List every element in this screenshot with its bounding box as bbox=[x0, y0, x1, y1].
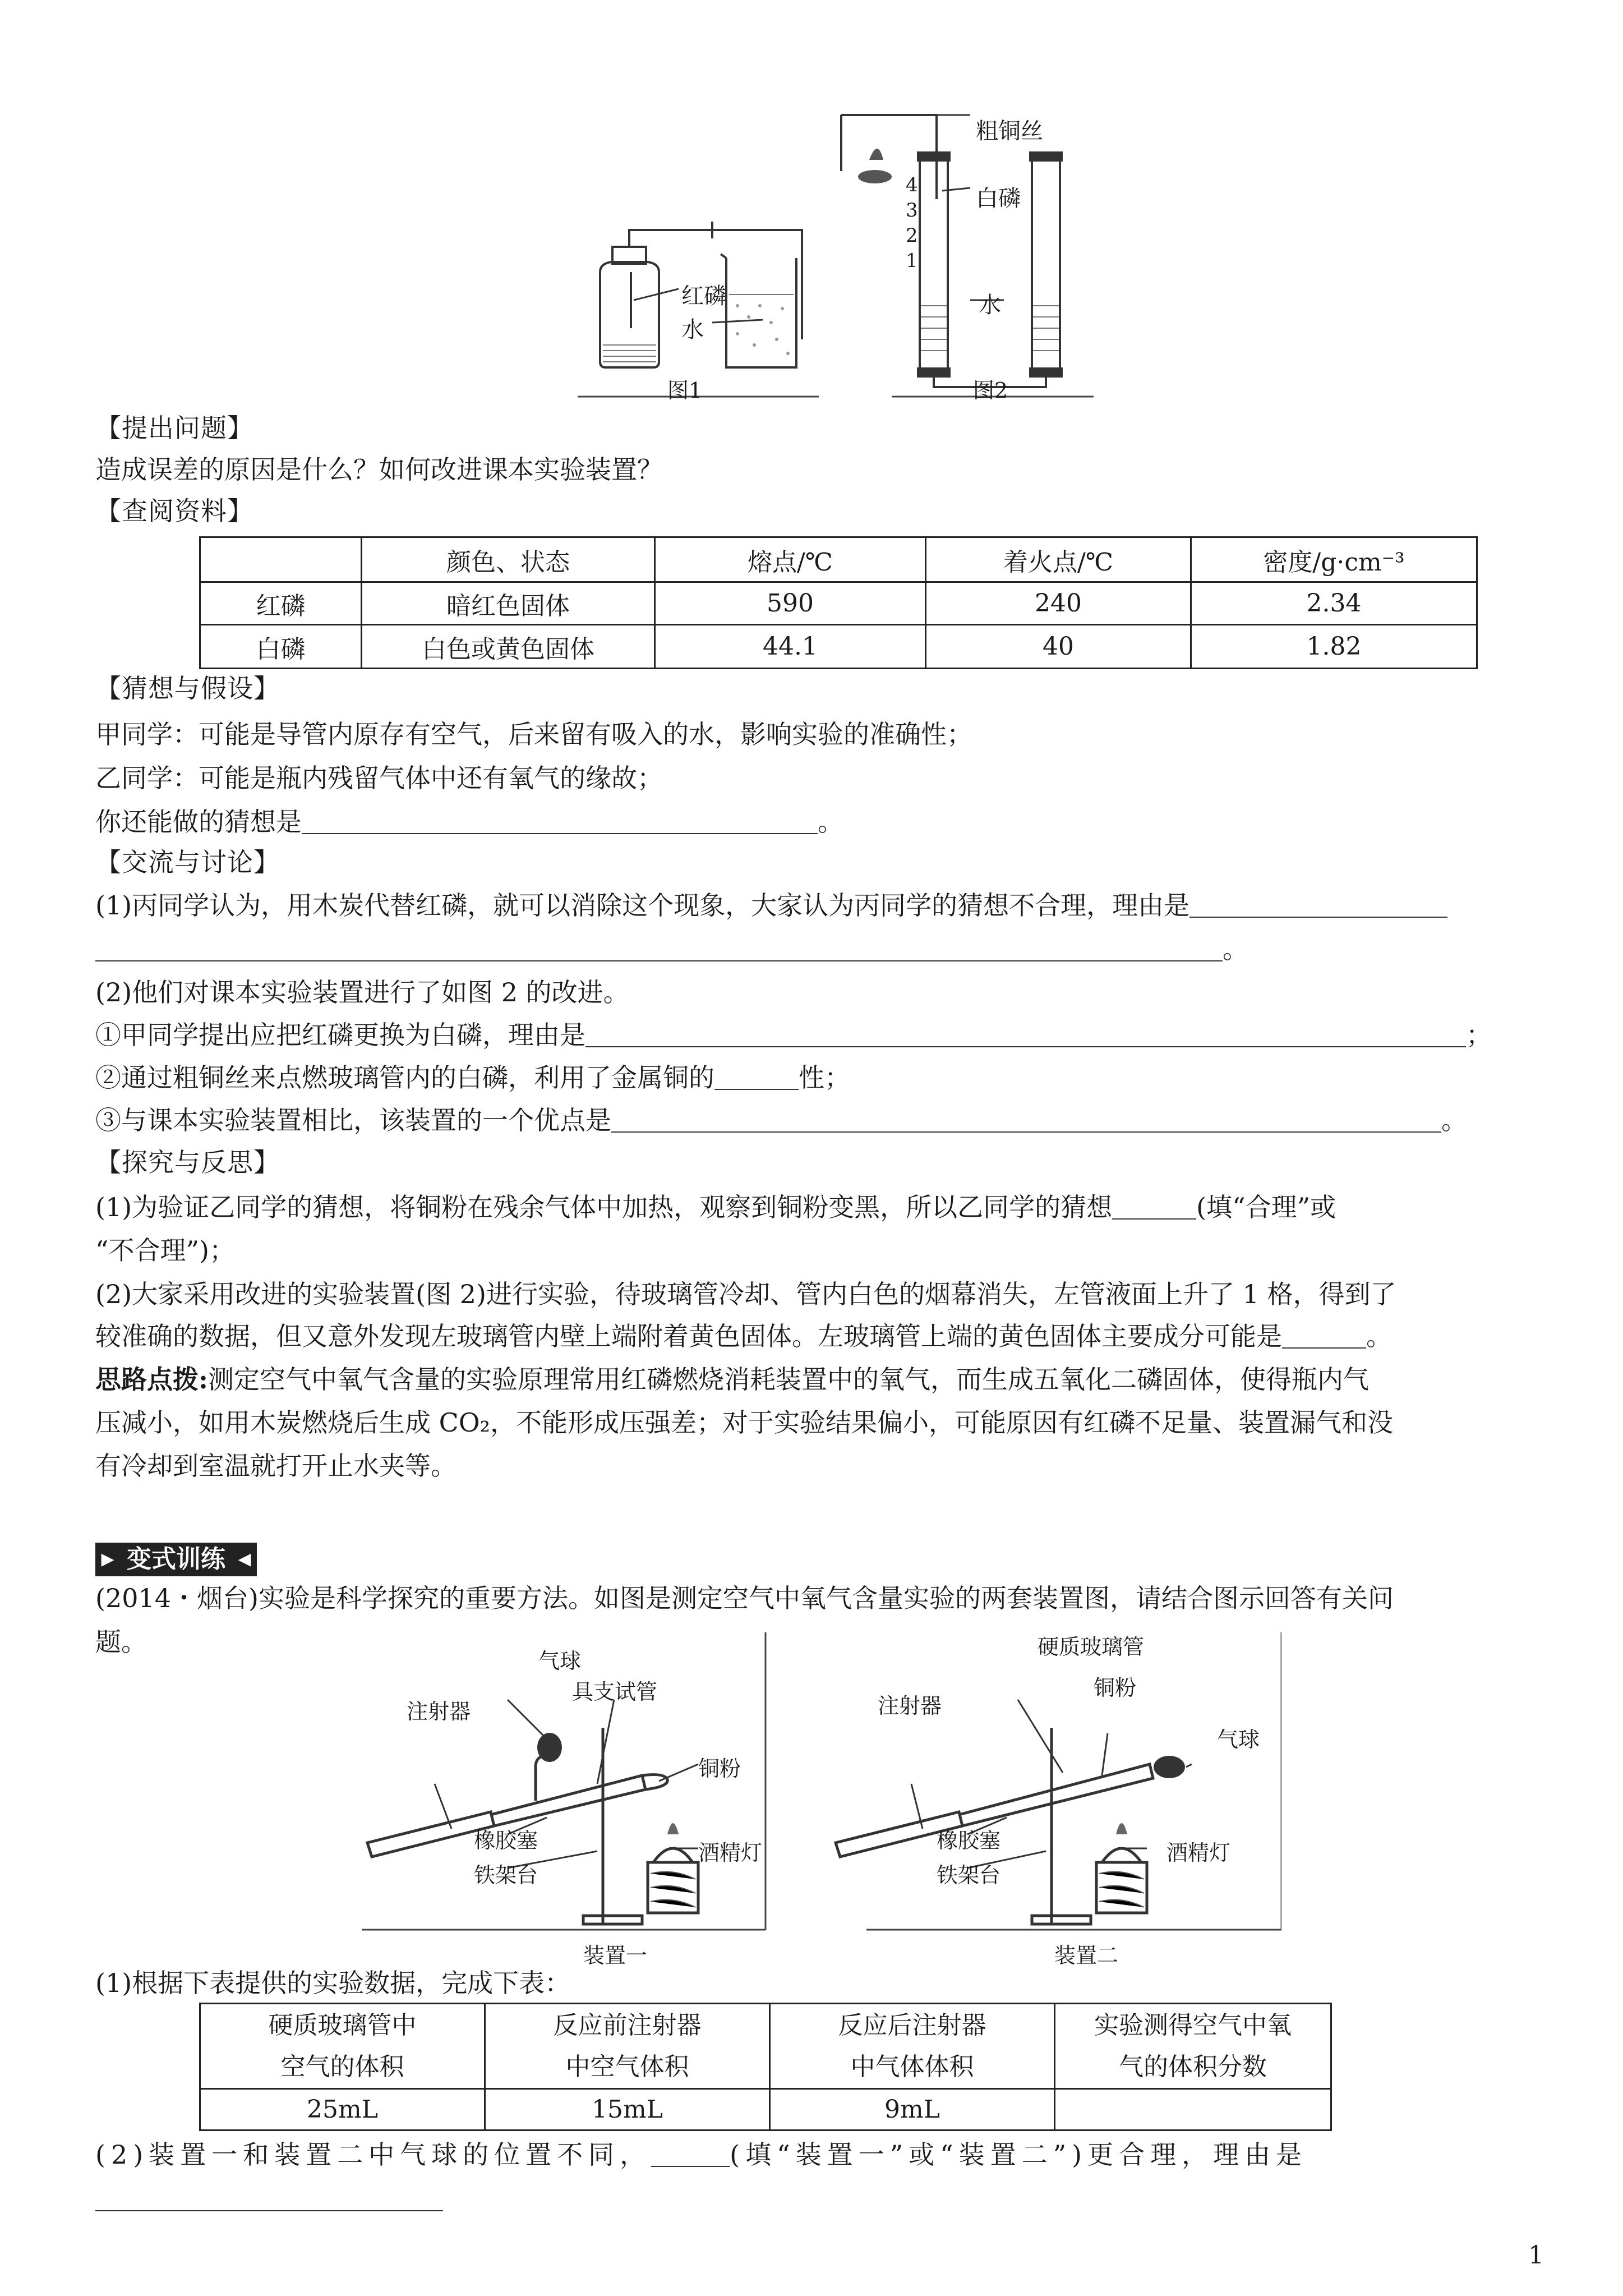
discussion-q2: (2)他们对课本实验装置进行了如图 2 的改进。 bbox=[95, 977, 629, 1007]
reflection-q1-text: (1)为验证乙同学的猜想，将铜粉在残余气体中加热，观察到铜粉变黑，所以乙同学的猜想 bbox=[95, 1192, 1113, 1222]
table-header-cell: 熔点/℃ bbox=[655, 537, 926, 582]
fig2-scale-1: 1 bbox=[906, 250, 918, 272]
dev1-label-lamp: 酒精灯 bbox=[698, 1841, 763, 1865]
table-header-cell bbox=[200, 537, 362, 582]
dev2-label-copper: 铜粉 bbox=[1094, 1676, 1137, 1700]
hypothesis-yi: 乙同学：可能是瓶内残留气体中还有氧气的缘故； bbox=[95, 763, 663, 793]
tag-left-arrow-icon: ▶ bbox=[95, 1543, 120, 1576]
fig2-scale-4: 4 bbox=[906, 174, 918, 196]
discussion-q1 bbox=[95, 888, 1539, 923]
table-cell: 15mL bbox=[485, 2089, 770, 2131]
fig2-caption: 图2 bbox=[973, 378, 1008, 403]
dev1-label-tube: 具支试管 bbox=[572, 1680, 658, 1704]
table-header-cell: 颜色、状态 bbox=[362, 537, 655, 582]
dev2-label-tube: 硬质玻璃管 bbox=[1038, 1635, 1145, 1659]
dev1-label-stopper: 橡胶塞 bbox=[474, 1828, 538, 1853]
table-cell: 白磷 bbox=[200, 625, 362, 669]
answer-blank-r2[interactable] bbox=[1282, 1323, 1366, 1349]
discussion-q2-1-end: ； bbox=[1466, 1020, 1492, 1050]
dev1-label-copper: 铜粉 bbox=[698, 1756, 741, 1781]
reflection-q2: (2)大家采用改进的实验装置(图 2)进行实验，待玻璃管冷却、管内白色的烟幕消失，左管液面上升了 1 格，得到了 bbox=[95, 1279, 1396, 1309]
section-title-hypothesis: 【猜想与假设】 bbox=[95, 673, 280, 703]
fig1-label-water: 水 bbox=[681, 317, 704, 343]
variant-line-1: (2014・烟台)实验是科学探究的重要方法。如图是测定空气中氧气含量实验的两套装置图，请结合图示回答有关问 bbox=[95, 1583, 1394, 1613]
table-header-cell bbox=[770, 2004, 1055, 2089]
reflection-q2-end: 。 bbox=[1366, 1321, 1392, 1351]
hint-text-1: 测定空气中氧气含量的实验原理常用红磷燃烧消耗装置中的氧气，而生成五氧化二磷固体，使得瓶内气 bbox=[208, 1364, 1369, 1395]
question-text: 造成误差的原因是什么？如何改进课本实验装置？ bbox=[95, 454, 663, 485]
table-cell: 44.1 bbox=[655, 625, 926, 669]
figure-1-2 bbox=[578, 104, 1150, 409]
table-header-cell bbox=[1055, 2004, 1331, 2089]
reflection-q2-cont bbox=[95, 1319, 1539, 1354]
hint-line-2: 压减小，如用木炭燃烧后生成 CO₂，不能形成压强差；对于实验结果偏小，可能原因有红磷不足量、装置漏气和没 bbox=[95, 1407, 1393, 1438]
discussion-q1-cont bbox=[95, 932, 1539, 967]
discussion-q2-1-text: ①甲同学提出应把红磷更换为白磷，理由是 bbox=[95, 1020, 585, 1050]
hint-line-1 bbox=[95, 1362, 1539, 1397]
reflection-q1 bbox=[95, 1190, 1539, 1225]
dev2-label-stopper: 橡胶塞 bbox=[937, 1828, 1001, 1853]
answer-blank-q2-reason[interactable] bbox=[95, 2210, 443, 2211]
fig2-label-copper-wire: 粗铜丝 bbox=[976, 118, 1043, 144]
data-table bbox=[199, 2003, 1332, 2131]
variant-training-tag bbox=[95, 1543, 257, 1576]
table-header-cell bbox=[485, 2004, 770, 2089]
figure-devices bbox=[362, 1632, 1281, 1947]
hypothesis-jia: 甲同学：可能是导管内原存有空气，后来留有吸入的水，影响实验的准确性； bbox=[95, 719, 972, 749]
table-header-row bbox=[200, 2004, 1331, 2089]
table-cell: 白色或黄色固体 bbox=[362, 625, 655, 669]
variant-line-2: 题。 bbox=[95, 1627, 147, 1657]
fig2-scale-2: 2 bbox=[906, 224, 918, 247]
reflection-q1-choice: (填“合理”或 bbox=[1196, 1192, 1336, 1222]
discussion-q2-3-text: ③与课本实验装置相比，该装置的一个优点是 bbox=[95, 1105, 611, 1135]
dev2-label-syringe: 注射器 bbox=[878, 1694, 942, 1718]
dev2-label-lamp: 酒精灯 bbox=[1166, 1841, 1231, 1865]
discussion-q2-1 bbox=[95, 1018, 1539, 1052]
reflection-q2-text: 较准确的数据，但又意外发现左玻璃管内壁上端附着黄色固体。左玻璃管上端的黄色固体主要成分可能是 bbox=[95, 1321, 1282, 1351]
dev1-caption: 装置一 bbox=[583, 1943, 648, 1968]
fig2-scale-3: 3 bbox=[906, 199, 918, 222]
table-header-cell: 着火点/℃ bbox=[926, 537, 1191, 582]
hint-label: 思路点拨: bbox=[95, 1364, 208, 1395]
answer-blank-hypothesis[interactable] bbox=[302, 808, 818, 834]
header-line: 反应后注射器 bbox=[838, 2010, 986, 2040]
table-cell: 暗红色固体 bbox=[362, 582, 655, 625]
hypothesis-own-text: 你还能做的猜想是 bbox=[95, 807, 302, 837]
answer-blank-q2-2[interactable] bbox=[714, 1064, 799, 1090]
dev2-label-stand: 铁架台 bbox=[937, 1863, 1001, 1888]
hint-line-3: 有冷却到室温就打开止水夹等。 bbox=[95, 1451, 457, 1481]
fig2-label-white-phosphorus: 白磷 bbox=[976, 186, 1021, 211]
table-cell: 9mL bbox=[770, 2089, 1055, 2131]
table-header-cell bbox=[200, 2004, 485, 2089]
table-cell: 1.82 bbox=[1191, 625, 1477, 669]
answer-blank-q1a[interactable] bbox=[1189, 892, 1447, 918]
section-title-materials: 【查阅资料】 bbox=[95, 496, 253, 526]
table-cell: 25mL bbox=[200, 2089, 485, 2131]
hypothesis-own-end: 。 bbox=[818, 807, 843, 837]
table-cell: 红磷 bbox=[200, 582, 362, 625]
fig1-label-red-phosphorus: 红磷 bbox=[681, 283, 726, 309]
dev1-label-balloon: 气球 bbox=[538, 1649, 582, 1673]
discussion-q2-2 bbox=[95, 1060, 1539, 1095]
hypothesis-own bbox=[95, 804, 1539, 839]
fig2-label-water: 水 bbox=[979, 292, 1001, 318]
properties-table bbox=[199, 536, 1478, 669]
discussion-q1-text: (1)丙同学认为，用木炭代替红磷，就可以消除这个现象，大家认为丙同学的猜想不合理，理由是 bbox=[95, 890, 1190, 921]
question-2-text: (2)装置一和装置二中气球的位置不同， bbox=[95, 2139, 652, 2170]
table-question-intro: (1)根据下表提供的实验数据，完成下表： bbox=[95, 1968, 571, 1998]
header-line: 实验测得空气中氧 bbox=[1094, 2010, 1292, 2040]
question-2 bbox=[95, 2137, 1539, 2172]
header-line: 空气的体积 bbox=[280, 2052, 404, 2081]
reflection-q1-cont: “不合理”)； bbox=[95, 1235, 235, 1266]
answer-blank-q2-3[interactable] bbox=[611, 1107, 1441, 1133]
fig1-caption: 图1 bbox=[667, 378, 703, 403]
table-cell: 2.34 bbox=[1191, 582, 1477, 625]
table-header-row bbox=[200, 537, 1477, 582]
dev1-label-stand: 铁架台 bbox=[474, 1863, 538, 1888]
tag-right-arrow-icon: ◀ bbox=[232, 1543, 257, 1576]
answer-blank-q1b[interactable] bbox=[95, 936, 1223, 961]
table-row bbox=[200, 2089, 1331, 2131]
header-line: 中空气体积 bbox=[565, 2052, 689, 2081]
table-cell: 240 bbox=[926, 582, 1191, 625]
table-row bbox=[200, 625, 1477, 669]
answer-blank-q2-1[interactable] bbox=[585, 1022, 1466, 1047]
dev2-label-balloon: 气球 bbox=[1217, 1727, 1260, 1752]
question-2-choice: (填“装置一”或“装置二”)更合理，理由是 bbox=[730, 2139, 1308, 2170]
table-cell: 590 bbox=[655, 582, 926, 625]
table-header-cell: 密度/g·cm⁻³ bbox=[1191, 537, 1477, 582]
dev2-caption: 装置二 bbox=[1054, 1943, 1119, 1968]
section-title-question: 【提出问题】 bbox=[95, 413, 253, 443]
table-cell: 40 bbox=[926, 625, 1191, 669]
dev1-label-syringe: 注射器 bbox=[407, 1699, 471, 1724]
header-line: 气的体积分数 bbox=[1119, 2052, 1267, 2081]
answer-blank-r1[interactable] bbox=[1112, 1194, 1196, 1220]
variant-training-label: 变式训练 bbox=[120, 1543, 232, 1576]
answer-blank-q2-device[interactable] bbox=[651, 2141, 730, 2167]
header-line: 硬质玻璃管中 bbox=[268, 2010, 417, 2040]
answer-cell-oxygen-fraction[interactable] bbox=[1055, 2089, 1331, 2131]
discussion-q1-end: 。 bbox=[1223, 934, 1248, 964]
header-line: 反应前注射器 bbox=[553, 2010, 702, 2040]
discussion-q2-2-end: 性； bbox=[799, 1062, 850, 1093]
page-number: 1 bbox=[1528, 2241, 1544, 2270]
header-line: 中气体体积 bbox=[850, 2052, 974, 2081]
table-row bbox=[200, 582, 1477, 625]
discussion-q2-2-text: ②通过粗铜丝来点燃玻璃管内的白磷，利用了金属铜的 bbox=[95, 1062, 714, 1093]
discussion-q2-3-end: 。 bbox=[1441, 1105, 1467, 1135]
section-title-reflection: 【探究与反思】 bbox=[95, 1147, 280, 1177]
discussion-q2-3 bbox=[95, 1103, 1539, 1138]
section-title-discussion: 【交流与讨论】 bbox=[95, 847, 280, 877]
